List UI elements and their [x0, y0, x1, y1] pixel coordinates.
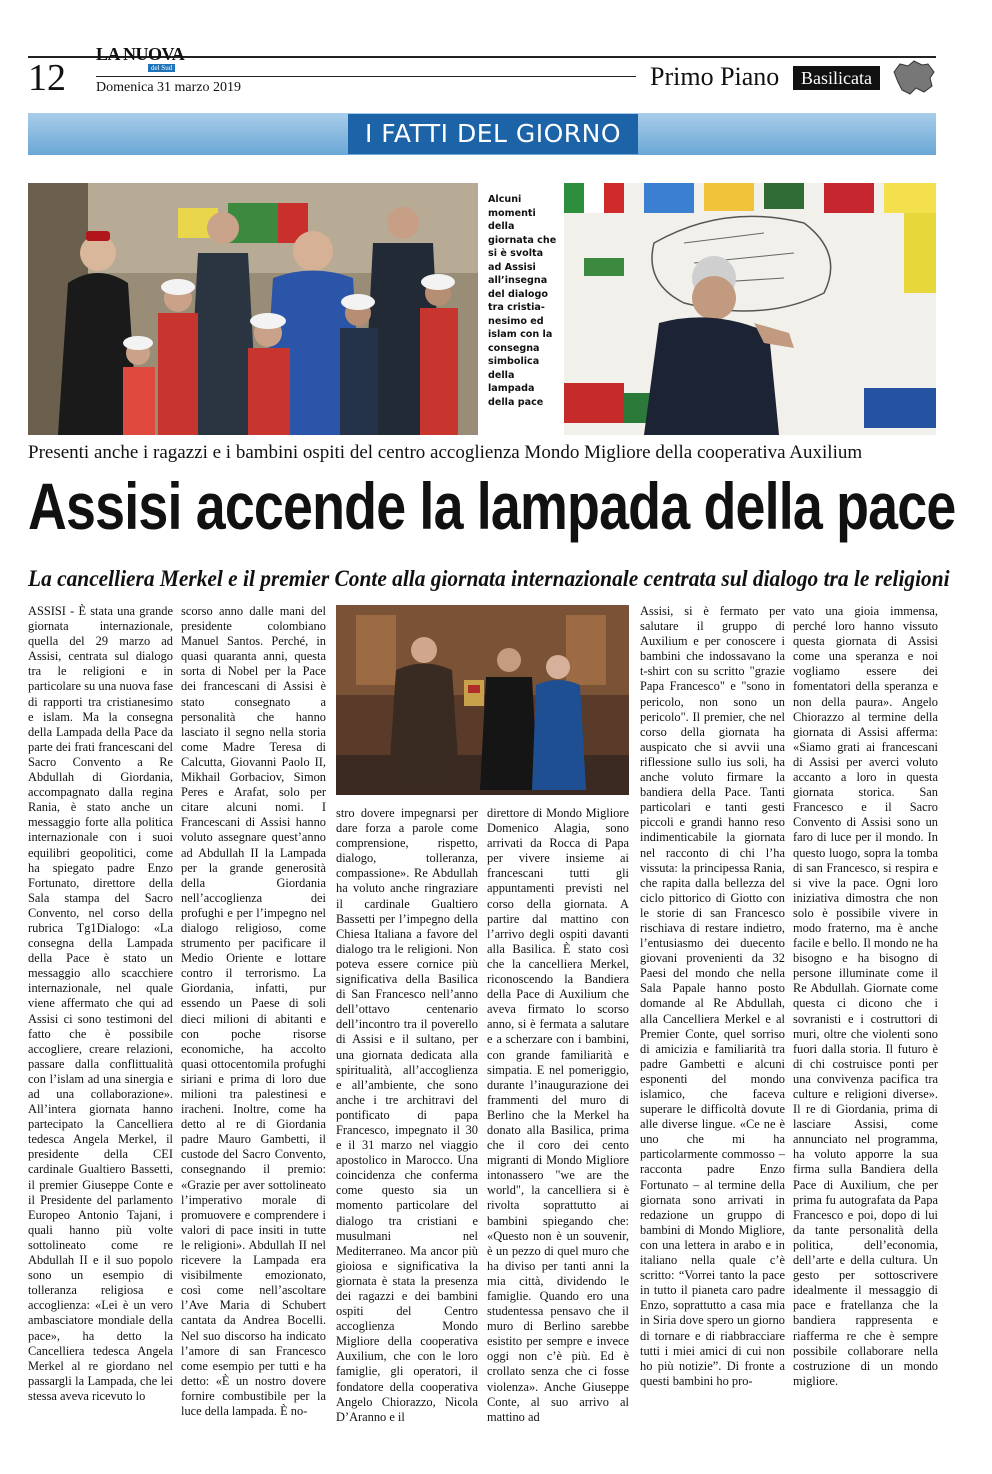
article-subhead: La cancelliera Merkel e il premier Conte alla giornata internazionale centrata sul dialogo tra le religioni	[28, 566, 950, 591]
photo-lamp-ceremony	[336, 605, 629, 795]
article-column-5: Assisi, si è fermato per salutare il gruppo di Auxilium e per conoscere i bambini che indossavano la t-shirt con su scritto "grazie Papa Francesco" e "sono in pericolo, non sono un pericolo". Il premier, che nel corso della giornata ha auspicato che si avvii una riflessione sullo ius soli, ha anche voluto firmare la bandiera della Pace. Tanti particolari e tanti gesti piccoli e grandi hanno reso indimenticabile la giornata nel racconto di chi l’ha vissuta: la principessa Rania, che rapita dalla bellezza del ciclo pittorico di Giotto con le storie di san Francesco rischiava di restare indietro, l’entusiasmo dei duecento giovani provenienti da 32 Paesi del mondo che nella Sala Papale hanno posto domande al Re Abdullah, alla Cancelliera Merkel e al Premier Conte, quel sorriso di amicizia e familiarità tra padre Gambetti e alcuni esponenti del mondo islamico, che faceva superare le difficoltà dovute alle diverse lingue. «Ce ne è uno che mi ha particolarmente commosso – racconta padre Enzo Fortunato – al termine della giornata sono arrivati in redazione un gruppo di bambini di Mondo Migliore, con una lettera in arabo e in italiano nella quale c’è scritto: “Vorrei tanto la pace in tutto il pianeta caro padre Enzo, soprattutto a casa mia in Siria dove spero un giorno di tornare e di riabbracciare tutti i miei amici di cui non ho più notizie”. Di fronte a questi bambini ho pro-	[640, 604, 785, 1388]
photo-merkel-children	[28, 183, 478, 435]
photo-signing-flag	[564, 183, 936, 435]
masthead-divider	[96, 76, 636, 77]
article-column-1: ASSISI - È stata una grande giornata internazionale, quella del 29 marzo ad Assisi, centrata sul dialogo tra le religioni e in particolare su una nuova fase di rapporti tra cristianesimo e islam. Ma la consegna della Lampada della Pace da parte dei frati francescani del Sacro Convento a Re Abdullah di Giordania, accompagnato dalla regina Rania, è stato anche un messaggio forte alla politica internazionale con i suoi equilibri geopolitici, come ha spiegato padre Enzo Fortunato, direttore della Sala stampa del Sacro Convento, nel corso della rubrica Tg1Dialogo: «La consegna della Lampada della Pace è stato un messaggio allo scacchiere internazionale, nel quale viene affermato che qui ad Assisi ci sono testimoni del fatto che è possibile accogliere, creare relazioni, passare dalla conflittualità con l’islam ad una sinergia e ad una collaborazione». All’intera giornata hanno partecipato la Cancelliera tedesca Angela Merkel, il presidente della CEI cardinale Gualtiero Bassetti, il premier Giuseppe Conte e il Presidente del parlamento Europeo Antonio Tajani, i quali hanno più volte sottolineato come re Abdullah II e il suo popolo sono un esempio di tolleranza religiosa e accoglienza: «Lei è un vero ambasciatore mondiale della pace», ha detto la Cancelliera tedesca Angela Merkel al re giordano nel passargli la Lampada, che lei stessa aveva ricevuto lo	[28, 604, 173, 1403]
photo-caption: Alcuni momenti della giornata che si è svolta ad Assisi all’insegna del dialogo tra cristia-nesimo ed islam con la consegna simbolica della lampada della pace	[488, 194, 557, 408]
basilicata-map-icon	[890, 58, 936, 96]
article-kicker: Presenti anche i ragazzi e i bambini ospiti del centro accoglienza Mondo Migliore della cooperativa Auxilium	[28, 442, 863, 463]
newspaper-logo: LA NUOVA	[96, 44, 185, 64]
section-title: Primo Piano	[650, 62, 780, 91]
page-number: 12	[28, 57, 66, 99]
masthead	[28, 40, 936, 100]
article-headline: Assisi accende la lampada della pace	[28, 469, 956, 543]
newspaper-logo-sub: del Sud	[148, 64, 175, 72]
region-label: Basilicata	[793, 66, 880, 90]
section-banner	[28, 113, 936, 155]
article-column-2: scorso anno dalle mani del presidente colombiano Manuel Santos. Perché, in quasi quaranta anni, questa sorta di Nobel per la Pace dei francescani di Assisi è stato consegnato a personalità che hanno lasciato il segno nella storia come Madre Teresa di Calcutta, Giovanni Paolo II, Mikhail Gorbaciov, Simon Peres e Arafat, solo per citare alcuni nomi. I Francescani di Assisi hanno voluto assegnare quest’anno ad Abdullah II la Lampada per la grande generosità della Giordania nell’accoglienza dei profughi e per l’impegno nel dialogo religioso, come strumento per pacificare il Medio Oriente e lottare contro il terrorismo. La Giordania, infatti, pur essendo un Paese di soli dieci milioni di abitanti e con poche risorse economiche, ha accolto quasi ottocentomila profughi siriani e prima di loro due milioni tra palestinesi e iracheni. Inoltre, come ha detto al re di Giordania padre Mauro Gambetti, il custode del Sacro Convento, consegnando il premio: «Grazie per aver sottolineato l’imperativo morale di promuovere e comprendere i valori di pace insiti in tutte le religioni». Abdullah II nel ricevere la Lampada era visibilmente emozionato, così come nell’ascoltare l’Ave Maria di Schubert cantata da Andrea Bocelli. Nel suo discorso ha indicato l’amore di san Francesco come esempio per tutti e ha detto: «È un nostro dovere fornire combustibile per la luce della lampada. È no-	[181, 604, 326, 1418]
article-column-4: direttore di Mondo Migliore Domenico Alagia, sono arrivati da Rocca di Papa per vivere insieme ai francescani tutti gli appuntamenti previsti nel corso della giornata. A partire dal mattino con l’arrivo degli ospiti davanti alla Basilica. È stato così che la cancelliera Merkel, riconoscendo la Bandiera della Pace di Auxilium che aveva firmato lo scorso anno, si è fermata a salutare e a scherzare con i bambini, con grande familiarità e simpatia. E nel pomeriggio, durante l’inaugurazione dei frammenti del muro di Berlino che la Merkel ha donato alla Basilica, prima che il coro dei cento migranti di Mondo Migliore intonassero "we are the world", la cancelliera si è rivolta soprattutto ai bambini spiegando che: «Questo non è un souvenir, è un pezzo di quel muro che ha diviso per tanti anni la mia città, dividendo le famiglie. Quando ero una studentessa pensavo che il muro di Berlino sarebbe esistito per sempre e invece oggi non c’è più. Ed è crollato senza che ci fosse violenza». Anche Giuseppe Conte, al suo arrivo al mattino ad	[487, 806, 629, 1424]
banner-title: I FATTI DEL GIORNO	[348, 114, 638, 154]
article-column-6: vato una gioia immensa, perché loro hanno vissuto questa giornata di Assisi come una speranza e noi vogliamo essere dei fomentatori della speranza e non della paura». Angelo Chiorazzo al termine della giornata di Assisi afferma: «Siamo grati ai francescani di Assisi per averci voluto accanto a loro in questa giornata storica. San Francesco e il Sacro Convento di Assisi sono un faro di luce per il mondo. In questo luogo, sopra la tomba di san Francesco, si respira e si vive la pace. Ogni loro iniziativa dimostra che non solo è possibile vivere in modo fraterno, ma è anche facile e bello. Il mondo ne ha bisogno e ha bisogno di persone illuminate come il Re Abdullah. Giornate come questa ci dicono che i sovranisti e i costruttori di muri, oltre che violenti sono fuori dalla storia. Il futuro è di chi costruisce ponti per una convivenza pacifica tra culture e religioni diverse». Il re di Giordania, prima di lasciare Assisi, come annunciato nel programma, ha voluto apporre la sua firma sulla Bandiera della Pace di Auxilium, che per prima fu autografata da Papa Francesco e poi, dopo di lui da tante personalità della politica, dell’economia, dell’arte e della cultura. Un gesto per sottoscrivere idealmente il messaggio di pace e fratellanza che la bandiera rappresenta e riafferma re che è sempre possibile collaborare nella costruzione di un mondo migliore.	[793, 604, 938, 1388]
issue-date: Domenica 31 marzo 2019	[96, 80, 242, 95]
article-column-3: stro dovere impegnarsi per dare forza a parole come comprensione, rispetto, dialogo, tolleranza, compassione». Re Abdullah ha voluto anche ringraziare il cardinale Gualtiero Bassetti per l’impegno della Chiesa Italiana a favore del dialogo tra le religioni. Non poteva essere cornice più significativa della Basilica di San Francesco nell’anno dell’ottavo centenario dell’incontro tra il poverello di Assisi e il sultano, per una giornata dedicata alla spiritualità, all’accoglienza e all’ambiente, che sono anche i tre architravi del pontificato di papa Francesco, impegnato il 30 e il 31 marzo nel viaggio apostolico in Marocco. Una coincidenza che conferma come questo sia un momento particolare del dialogo tra cristiani e musulmani nel Mediterraneo. Ma ancor più gioiosa e significativa la giornata è stata la presenza dei ragazzi e dei bambini ospiti del Centro accoglienza Mondo Migliore della cooperativa Auxilium, che con le loro famiglie, gli operatori, il fondatore della cooperativa Angelo Chiorazzo, Nicola D’Aranno e il	[336, 806, 478, 1424]
